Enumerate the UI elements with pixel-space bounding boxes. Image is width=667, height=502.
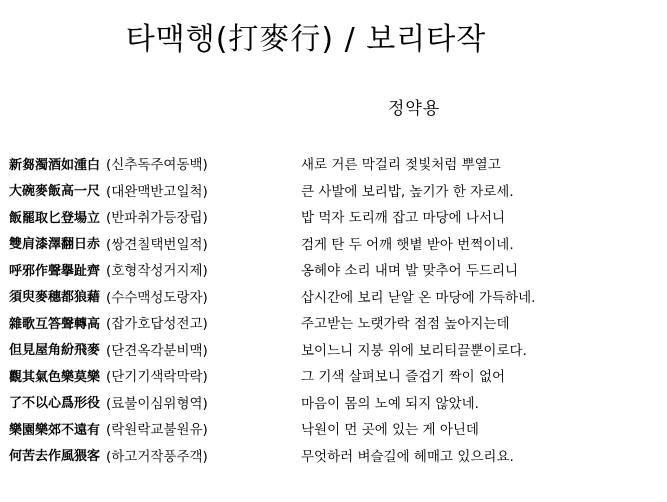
poem-line xyxy=(9,283,659,310)
korean-translation: 주고받는 노랫가락 점점 높아지는데 xyxy=(301,316,510,333)
poem-line xyxy=(9,203,659,230)
poem-line xyxy=(9,389,659,416)
hanja-reading: (하고거작풍주객) xyxy=(106,448,208,465)
poem-line xyxy=(9,309,659,336)
hanja-text: 須臾麥穗都狼藉 xyxy=(9,290,101,306)
korean-translation: 밥 먹자 도리깨 잡고 마당에 나서니 xyxy=(301,210,506,227)
hanja-text: 了不以心爲形役 xyxy=(9,396,101,412)
hanja-text: 觀其氣色樂莫樂 xyxy=(9,369,101,385)
korean-translation: 무엇하러 벼슬길에 헤매고 있으리요. xyxy=(301,448,514,465)
poem-line xyxy=(9,362,659,389)
korean-translation: 삽시간에 보리 낟알 온 마당에 가득하네. xyxy=(301,289,536,306)
hanja-text: 但見屋角紛飛麥 xyxy=(9,343,101,359)
hanja-reading: (대완맥반고일척) xyxy=(106,183,208,200)
poem-line xyxy=(9,230,659,257)
hanja-reading: (잡가호답성전고) xyxy=(106,316,208,333)
hanja-reading: (락원락교불원유) xyxy=(106,422,208,439)
poem-line xyxy=(9,256,659,283)
korean-translation: 검게 탄 두 어깨 햇볕 받아 번쩍이네. xyxy=(301,236,514,253)
hanja-text: 雜歌互答聲轉高 xyxy=(9,316,101,332)
hanja-reading: (료불이심위형역) xyxy=(106,395,208,412)
hanja-reading: (수수맥성도랑자) xyxy=(106,289,208,306)
poem-title: 타맥행(打麥行) / 보리타작 xyxy=(125,22,487,57)
poem-line xyxy=(9,415,659,442)
author-name: 정약용 xyxy=(388,99,441,119)
hanja-text: 雙肩漆澤翻日赤 xyxy=(9,237,101,253)
hanja-reading: (쌍견칠택번일적) xyxy=(106,236,208,253)
hanja-text: 飯罷取匕登場立 xyxy=(9,210,101,226)
hanja-reading: (단기기색락막락) xyxy=(106,369,208,386)
korean-translation: 보이느니 지붕 위에 보리티끌뿐이로다. xyxy=(301,342,527,359)
hanja-text: 大碗麥飯高一尺 xyxy=(9,184,101,200)
poem-line xyxy=(9,150,659,177)
poem-line xyxy=(9,177,659,204)
korean-translation: 새로 거른 막걸리 젖빛처럼 뿌열고 xyxy=(301,157,501,174)
hanja-text: 樂園樂郊不遠有 xyxy=(9,422,101,438)
hanja-reading: (신추독주여동백) xyxy=(106,157,208,174)
hanja-reading: (반파취가등장립) xyxy=(106,210,208,227)
korean-translation: 낙원이 먼 곳에 있는 게 아닌데 xyxy=(301,422,479,439)
hanja-text: 呼邪作聲擧趾齊 xyxy=(9,263,101,279)
korean-translation: 그 기색 살펴보니 즐겁기 짝이 없어 xyxy=(301,369,506,386)
korean-translation: 옹헤야 소리 내며 발 맞추어 두드리니 xyxy=(301,263,519,280)
poem-line xyxy=(9,442,659,469)
hanja-reading: (단견옥각분비맥) xyxy=(106,342,208,359)
hanja-text: 何苦去作風猥客 xyxy=(9,449,101,465)
poem-line xyxy=(9,336,659,363)
poem-body xyxy=(9,150,659,468)
korean-translation: 마음이 몸의 노예 되지 않았네. xyxy=(301,395,479,412)
korean-translation: 큰 사발에 보리밥, 높기가 한 자로세. xyxy=(301,183,514,200)
hanja-text: 新芻濁酒如湩白 xyxy=(9,157,101,173)
hanja-reading: (호형작성거지제) xyxy=(106,263,208,280)
